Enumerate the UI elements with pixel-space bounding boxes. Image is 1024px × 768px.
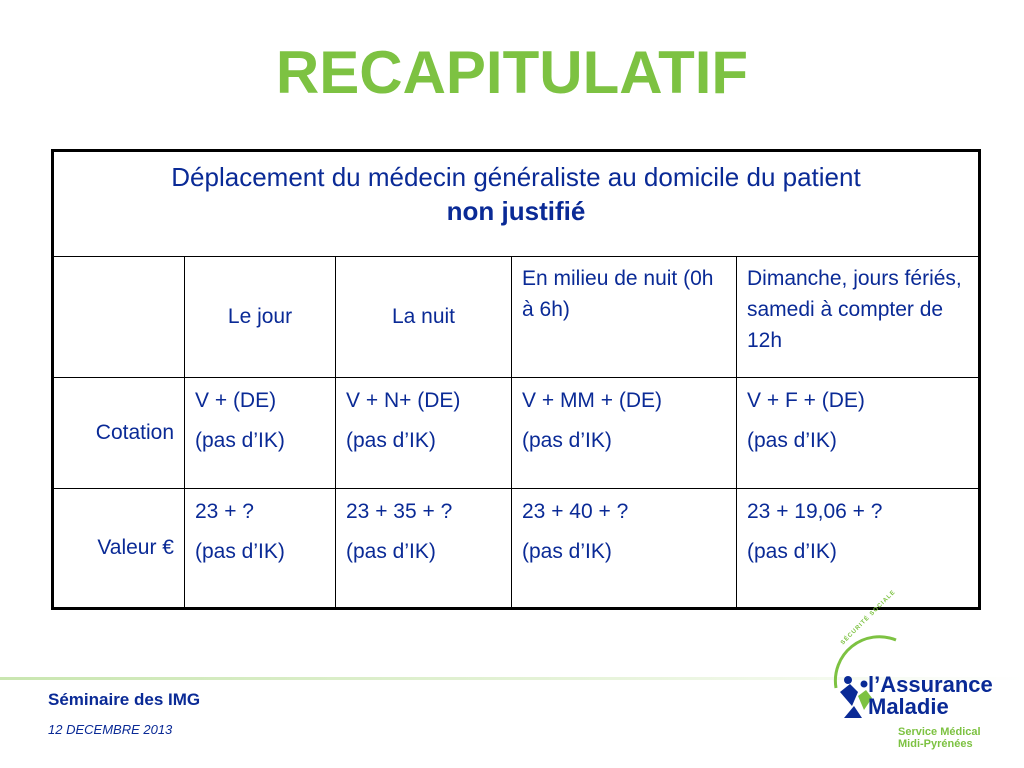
cell-note: (pas d’IK) [747, 429, 837, 452]
logo-service-line2: Midi-Pyrénées [898, 738, 973, 750]
column-header-row [53, 257, 980, 378]
table-cell [336, 378, 512, 489]
table-cell [185, 489, 336, 609]
table-cell [737, 489, 980, 609]
assurance-maladie-logo [818, 589, 1018, 762]
column-header-day: Le jour [185, 257, 336, 378]
table-header-row [53, 151, 980, 257]
cell-value: V + MM + (DE) [522, 389, 663, 412]
footer-date: 12 DECEMBRE 2013 [48, 722, 173, 737]
slide-title: RECAPITULATIF [275, 39, 749, 106]
cell-note: (pas d’IK) [195, 540, 285, 563]
cell-note: (pas d’IK) [346, 429, 436, 452]
cell-value: V + N+ (DE) [346, 389, 461, 412]
table-row-cotation [53, 378, 980, 489]
cell-note: (pas d’IK) [195, 429, 285, 452]
logo-name-line2: Maladie [868, 694, 949, 719]
cell-note: (pas d’IK) [522, 540, 612, 563]
cell-value: 23 + 35 + ? [346, 500, 453, 523]
logo-service [898, 726, 981, 750]
column-header-empty [53, 257, 185, 378]
column-header-sunday: Dimanche, jours fériés, samedi à compter de 12h [737, 257, 980, 378]
recap-table [51, 149, 981, 610]
logo-arc-text: SÉCURITÉ SOCIALE [840, 589, 898, 647]
table-header-text: Déplacement du médecin généraliste au domicile du patient [171, 162, 861, 192]
cell-note: (pas d’IK) [346, 540, 436, 563]
cell-value: V + F + (DE) [747, 389, 865, 412]
column-header-night: La nuit [336, 257, 512, 378]
row-label-cotation: Cotation [53, 378, 185, 489]
table-cell [336, 489, 512, 609]
table-cell [737, 378, 980, 489]
table-cell [512, 378, 737, 489]
cell-value: 23 + ? [195, 500, 254, 523]
cell-note: (pas d’IK) [522, 429, 612, 452]
row-label-valeur: Valeur € [53, 489, 185, 609]
cell-value: V + (DE) [195, 389, 277, 412]
logo-service-line1: Service Médical [898, 726, 981, 738]
cell-value: 23 + 40 + ? [522, 500, 629, 523]
footer-seminar: Séminaire des IMG [48, 690, 201, 709]
table-cell [512, 489, 737, 609]
table-row-valeur [53, 489, 980, 609]
cell-note: (pas d’IK) [747, 540, 837, 563]
table-cell [185, 378, 336, 489]
table-header-emphasis: non justifié [446, 196, 586, 226]
table-header-cell [53, 151, 980, 257]
logo-name-line1: l’Assurance [868, 672, 993, 697]
column-header-midnight: En milieu de nuit (0h à 6h) [512, 257, 737, 378]
cell-value: 23 + 19,06 + ? [747, 500, 883, 523]
